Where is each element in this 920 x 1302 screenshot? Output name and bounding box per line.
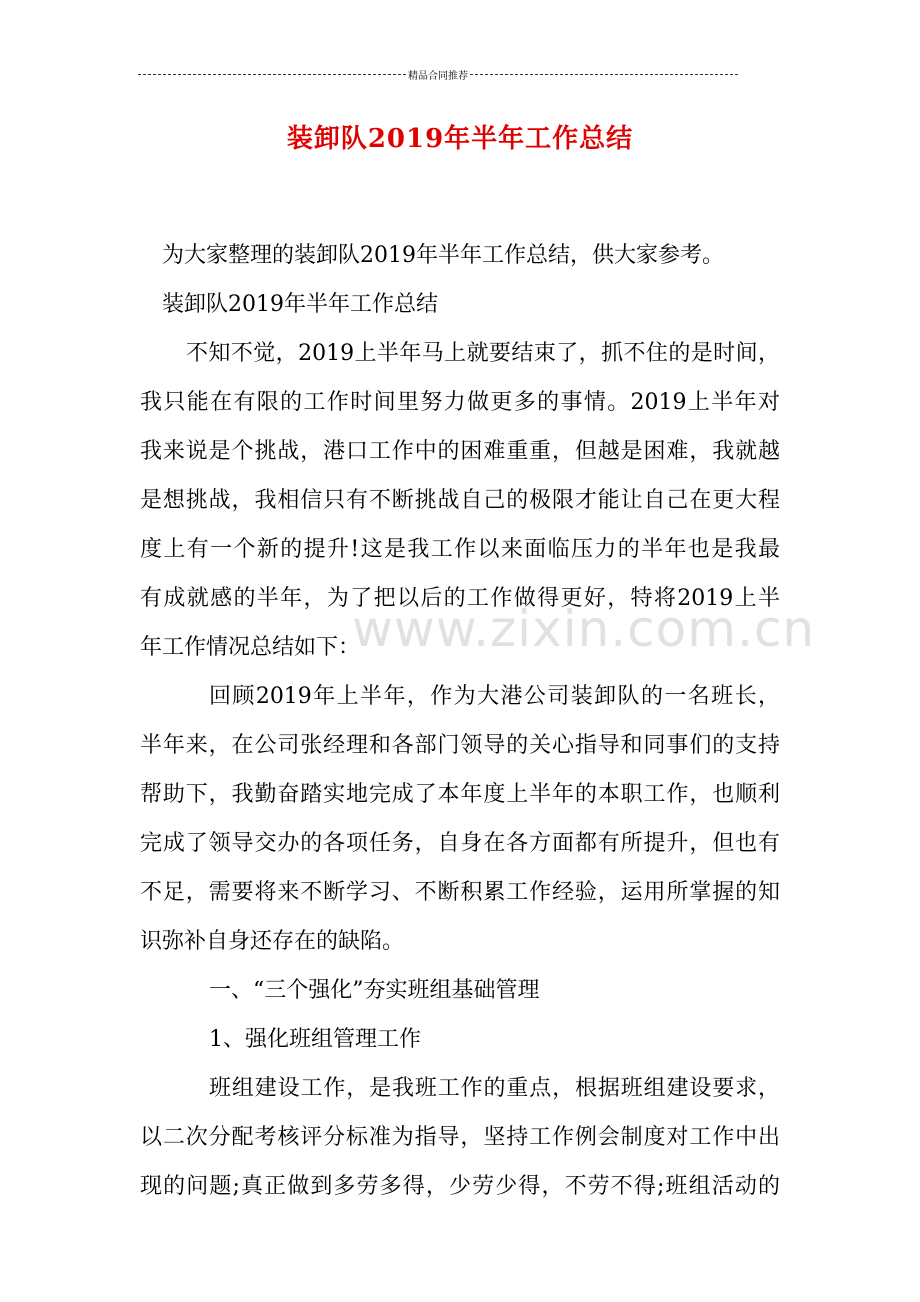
paragraph-line: 回顾2019年上半年，作为大港公司装卸队的一名班长， [209,684,780,709]
paragraph-line: 不知不觉，2019上半年马上就要结束了，抓不住的是时间， [186,341,780,366]
paragraph-line: 完成了领导交办的各项任务，自身在各方面都有所提升，但也有 [140,831,780,856]
header-label: 精品合同推荐 [408,70,468,82]
paragraph-line: 装卸队2019年半年工作总结 [162,292,438,317]
paragraph-line: 度上有一个新的提升!这是我工作以来面临压力的半年也是我最 [140,537,780,562]
header-dash-right [470,74,738,75]
paragraph-line: 不足，需要将来不断学习、不断积累工作经验，运用所掌握的知 [140,880,780,905]
subsection-heading: 1、强化班组管理工作 [209,1027,421,1052]
paragraph-line: 识弥补自身还存在的缺陷。 [140,929,405,954]
paragraph-line: 以二次分配考核评分标准为指导，坚持工作例会制度对工作中出 [140,1125,780,1150]
document-title: 装卸队2019年半年工作总结 [286,124,634,154]
header-dash-left [138,74,406,75]
paragraph-line: 为大家整理的装卸队2019年半年工作总结，供大家参考。 [162,243,724,268]
paragraph-line: 现的问题;真正做到多劳多得，少劳少得，不劳不得;班组活动的 [140,1174,780,1199]
paragraph-line: 我只能在有限的工作时间里努力做更多的事情。2019上半年对 [140,390,780,415]
paragraph-line: 班组建设工作，是我班工作的重点，根据班组建设要求， [209,1076,780,1101]
watermark: www.zixin.com.cn [352,600,816,658]
paragraph-line: 帮助下，我勤奋踏实地完成了本年度上半年的本职工作，也顺利 [140,782,780,807]
paragraph-line: 我来说是个挑战，港口工作中的困难重重，但越是困难，我就越 [140,439,780,464]
paragraph-line: 是想挑战，我相信只有不断挑战自己的极限才能让自己在更大程 [140,488,780,513]
paragraph-line: 有成就感的半年，为了把以后的工作做得更好，特将2019上半 [140,586,780,611]
paragraph-line: 年工作情况总结如下： [140,635,361,660]
section-heading: 一、“三个强化”夯实班组基础管理 [209,978,540,1003]
paragraph-line: 半年来，在公司张经理和各部门领导的关心指导和同事们的支持 [140,733,780,758]
header-rule [138,66,738,82]
